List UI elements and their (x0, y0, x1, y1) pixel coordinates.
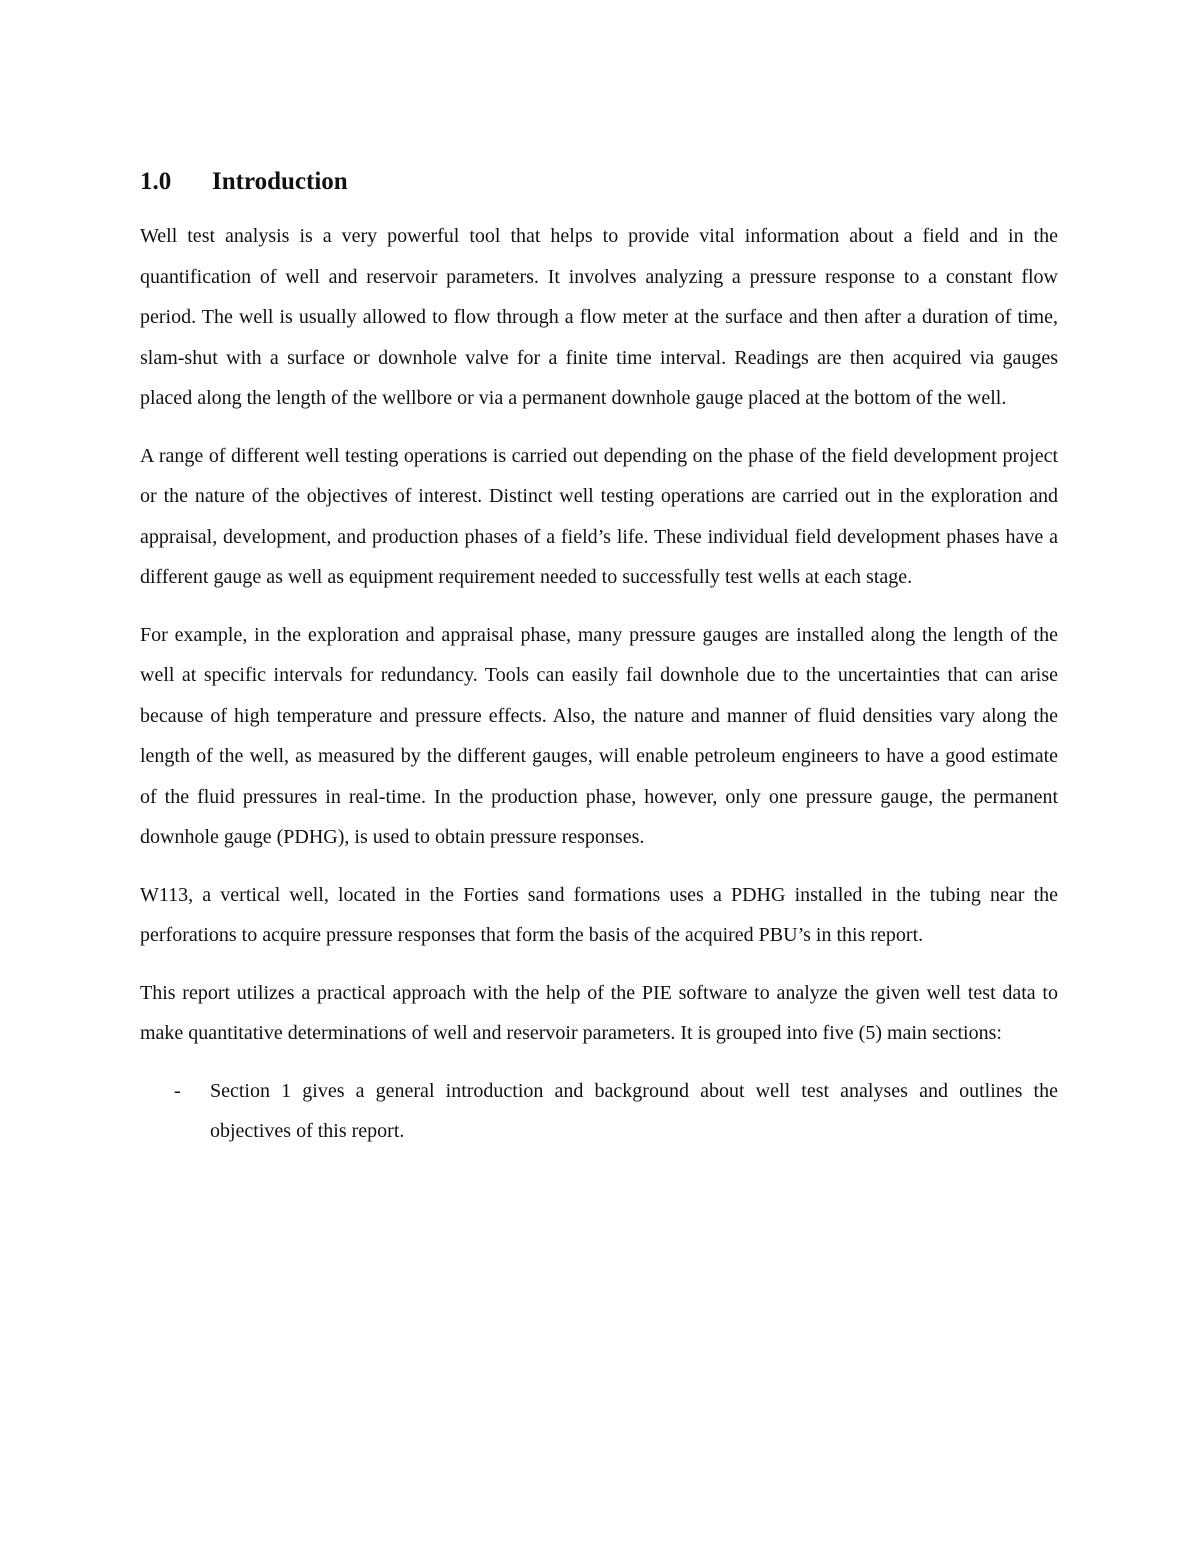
list-marker: - (174, 1079, 181, 1102)
page-content (140, 162, 1058, 1152)
paragraph-report-structure: This report utilizes a practical approach with the help of the PIE software to analyze the given well test data to make quantitative determinations of well and reservoir parameters. It is grouped into five (5) main sections: (140, 981, 1058, 1044)
list-item (140, 1071, 1058, 1152)
paragraph-well-testing-operations: A range of different well testing operations is carried out depending on the phase of the field development project or the nature of the objectives of interest. Distinct well testing operations are carried out in the exploration and appraisal, development, and production phases of a field’s life. These individual field development phases have a different gauge as well as equipment requirement needed to successfully test wells at each stage. (140, 444, 1058, 588)
sections-list (140, 1071, 1058, 1152)
section-title: Introduction (212, 168, 348, 195)
section-heading (140, 162, 1058, 202)
paragraph-well-test-analysis: Well test analysis is a very powerful tool that helps to provide vital information about a field and in the quantification of well and reservoir parameters. It involves analyzing a pressure response to a constant flow period. The well is usually allowed to flow through a flow meter at the surface and then after a duration of time, slam-shut with a surface or downhole valve for a finite time interval. Readings are then acquired via gauges placed along the length of the wellbore or via a permanent downhole gauge placed at the bottom of the well. (140, 225, 1058, 409)
paragraph-w113-well: W113, a vertical well, located in the Forties sand formations uses a PDHG installed in the tubing near the perforations to acquire pressure responses that form the basis of the acquired PBU’s in this report. (140, 883, 1058, 946)
section-number: 1.0 (140, 168, 172, 195)
list-item-text: Section 1 gives a general introduction and background about well test analyses and outlines the objectives of this report. (210, 1079, 1058, 1142)
paragraph-exploration-example: For example, in the exploration and appraisal phase, many pressure gauges are installed along the length of the well at specific intervals for redundancy. Tools can easily fail downhole due to the uncertainties that can arise because of high temperature and pressure effects. Also, the nature and manner of fluid densities vary along the length of the well, as measured by the different gauges, will enable petroleum engineers to have a good estimate of the fluid pressures in real-time. In the production phase, however, only one pressure gauge, the permanent downhole gauge (PDHG), is used to obtain pressure responses. (140, 623, 1058, 848)
